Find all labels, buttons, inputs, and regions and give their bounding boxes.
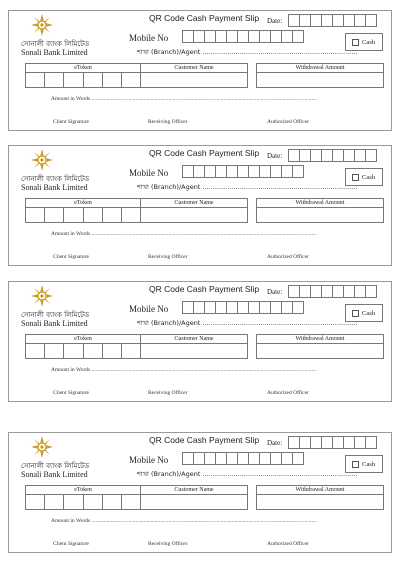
receiving-officer-label: Receiving Officer bbox=[148, 541, 188, 547]
customer-name-field[interactable] bbox=[140, 63, 248, 88]
mobile-number-input-boxes[interactable] bbox=[183, 165, 304, 178]
withdrawal-amount-field[interactable] bbox=[256, 63, 384, 88]
withdrawal-amount-header: Withdrawal Amount bbox=[257, 335, 383, 344]
customer-name-header: Customer Name bbox=[141, 64, 247, 73]
mobile-number-label: Mobile No bbox=[129, 455, 169, 465]
date-label: Date: bbox=[267, 439, 283, 447]
payment-slip bbox=[8, 281, 392, 402]
slip-title: QR Code Cash Payment Slip bbox=[149, 13, 260, 23]
mobile-number-label: Mobile No bbox=[129, 33, 169, 43]
etoken-field[interactable] bbox=[25, 485, 141, 510]
branch-agent-field[interactable]: শাখা (Branch)/Agent ........................................................................... bbox=[137, 319, 358, 327]
bank-name-english: Sonali Bank Limited bbox=[21, 319, 88, 328]
bank-name-english: Sonali Bank Limited bbox=[21, 470, 88, 479]
etoken-field[interactable] bbox=[25, 334, 141, 359]
etoken-header: eToken bbox=[26, 486, 140, 495]
bank-name-bangla: সোনালী ব্যাংক লিমিটেড bbox=[21, 311, 90, 319]
amount-in-words-line[interactable]: Amount in Words .................................................................................................................................................................... bbox=[51, 518, 318, 524]
cash-checkbox[interactable] bbox=[352, 310, 359, 317]
payment-slip bbox=[8, 10, 392, 131]
authorized-officer-label: Authorized Officer bbox=[267, 541, 309, 547]
mobile-number-input-boxes[interactable] bbox=[183, 452, 304, 465]
amount-in-words-line[interactable]: Amount in Words .................................................................................................................................................................... bbox=[51, 231, 318, 237]
authorized-officer-label: Authorized Officer bbox=[267, 119, 309, 125]
customer-name-field[interactable] bbox=[140, 334, 248, 359]
branch-agent-field[interactable]: শাখা (Branch)/Agent ........................................................................... bbox=[137, 48, 358, 56]
sonali-bank-logo-icon bbox=[31, 149, 53, 171]
payment-slip bbox=[8, 432, 392, 553]
cash-label: Cash bbox=[362, 173, 375, 181]
mobile-number-label: Mobile No bbox=[129, 168, 169, 178]
bank-name-bangla: সোনালী ব্যাংক লিমিটেড bbox=[21, 175, 90, 183]
cash-label: Cash bbox=[362, 38, 375, 46]
bank-name-bangla: সোনালী ব্যাংক লিমিটেড bbox=[21, 462, 90, 470]
sonali-bank-logo-icon bbox=[31, 285, 53, 307]
date-label: Date: bbox=[267, 17, 283, 25]
receiving-officer-label: Receiving Officer bbox=[148, 390, 188, 396]
payment-slip bbox=[8, 145, 392, 266]
date-label: Date: bbox=[267, 152, 283, 160]
sonali-bank-logo-icon bbox=[31, 436, 53, 458]
slip-title: QR Code Cash Payment Slip bbox=[149, 435, 260, 445]
customer-name-header: Customer Name bbox=[141, 199, 247, 208]
etoken-field[interactable] bbox=[25, 198, 141, 223]
mobile-number-label: Mobile No bbox=[129, 304, 169, 314]
customer-name-header: Customer Name bbox=[141, 335, 247, 344]
mobile-number-input-boxes[interactable] bbox=[183, 30, 304, 43]
receiving-officer-label: Receiving Officer bbox=[148, 254, 188, 260]
customer-name-field[interactable] bbox=[140, 198, 248, 223]
authorized-officer-label: Authorized Officer bbox=[267, 390, 309, 396]
cash-label: Cash bbox=[362, 309, 375, 317]
bank-name-english: Sonali Bank Limited bbox=[21, 48, 88, 57]
slip-title: QR Code Cash Payment Slip bbox=[149, 148, 260, 158]
etoken-header: eToken bbox=[26, 199, 140, 208]
withdrawal-amount-field[interactable] bbox=[256, 334, 384, 359]
bank-name-english: Sonali Bank Limited bbox=[21, 183, 88, 192]
bank-name-bangla: সোনালী ব্যাংক লিমিটেড bbox=[21, 40, 90, 48]
etoken-header: eToken bbox=[26, 64, 140, 73]
cash-checkbox[interactable] bbox=[352, 461, 359, 468]
cash-label: Cash bbox=[362, 460, 375, 468]
cash-checkbox-field[interactable] bbox=[345, 168, 383, 186]
customer-name-field[interactable] bbox=[140, 485, 248, 510]
cash-checkbox[interactable] bbox=[352, 39, 359, 46]
sonali-bank-logo-icon bbox=[31, 14, 53, 36]
withdrawal-amount-header: Withdrawal Amount bbox=[257, 199, 383, 208]
client-signature-label: Client Signature bbox=[53, 390, 89, 396]
cash-checkbox-field[interactable] bbox=[345, 33, 383, 51]
etoken-header: eToken bbox=[26, 335, 140, 344]
etoken-field[interactable] bbox=[25, 63, 141, 88]
receiving-officer-label: Receiving Officer bbox=[148, 119, 188, 125]
amount-in-words-line[interactable]: Amount in Words .................................................................................................................................................................... bbox=[51, 96, 318, 102]
authorized-officer-label: Authorized Officer bbox=[267, 254, 309, 260]
withdrawal-amount-field[interactable] bbox=[256, 198, 384, 223]
cash-checkbox-field[interactable] bbox=[345, 455, 383, 473]
customer-name-header: Customer Name bbox=[141, 486, 247, 495]
withdrawal-amount-field[interactable] bbox=[256, 485, 384, 510]
cash-checkbox[interactable] bbox=[352, 174, 359, 181]
date-input-boxes[interactable] bbox=[289, 14, 377, 27]
cash-checkbox-field[interactable] bbox=[345, 304, 383, 322]
client-signature-label: Client Signature bbox=[53, 119, 89, 125]
branch-agent-field[interactable]: শাখা (Branch)/Agent ........................................................................... bbox=[137, 470, 358, 478]
date-input-boxes[interactable] bbox=[289, 285, 377, 298]
client-signature-label: Client Signature bbox=[53, 541, 89, 547]
client-signature-label: Client Signature bbox=[53, 254, 89, 260]
branch-agent-field[interactable]: শাখা (Branch)/Agent ........................................................................... bbox=[137, 183, 358, 191]
withdrawal-amount-header: Withdrawal Amount bbox=[257, 486, 383, 495]
amount-in-words-line[interactable]: Amount in Words .................................................................................................................................................................... bbox=[51, 367, 318, 373]
date-input-boxes[interactable] bbox=[289, 436, 377, 449]
slip-title: QR Code Cash Payment Slip bbox=[149, 284, 260, 294]
mobile-number-input-boxes[interactable] bbox=[183, 301, 304, 314]
withdrawal-amount-header: Withdrawal Amount bbox=[257, 64, 383, 73]
date-label: Date: bbox=[267, 288, 283, 296]
date-input-boxes[interactable] bbox=[289, 149, 377, 162]
